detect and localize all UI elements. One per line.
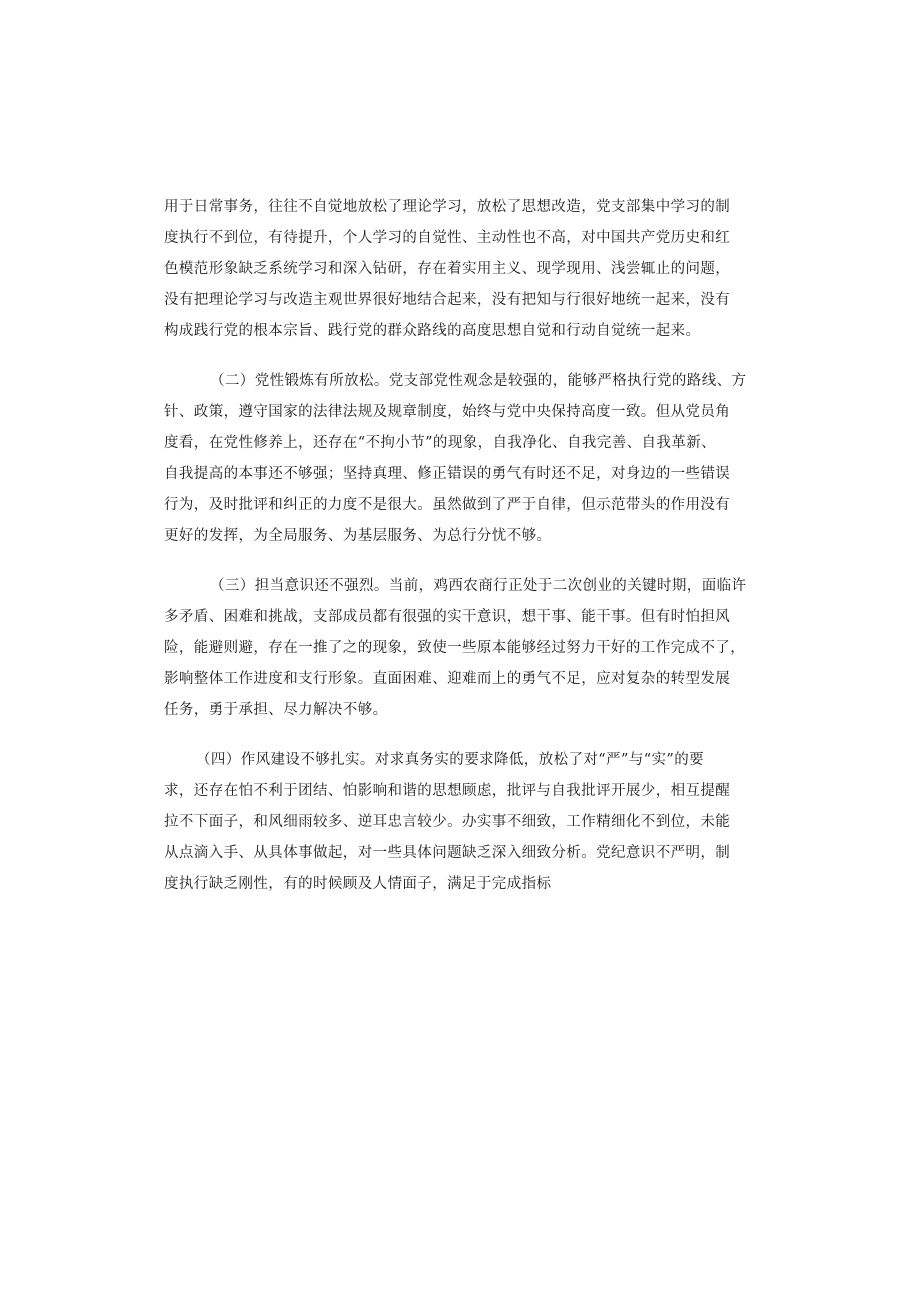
text-line: 任务，勇于承担、尽力解决不够。: [164, 702, 388, 718]
text-line: （四）作风建设不够扎实。对求真务实的要求降低，放松了对“严”与“实”的要: [196, 752, 705, 768]
text-line: （三）担当意识还不强烈。当前，鸡西农商行正处于二次创业的关键时期，面临许: [210, 578, 747, 594]
text-line: 影响整体工作进度和支行形象。直面困难、迎难而上的勇气不足，应对复杂的转型发展: [164, 671, 731, 687]
document-body: [164, 192, 774, 900]
text-line: 用于日常事务，往往不自觉地放松了理论学习，放松了思想改造，党支部集中学习的制: [164, 199, 731, 215]
text-line: 构成践行党的根本宗旨、践行党的群众路线的高度思想自觉和行动自觉统一起来。: [164, 323, 701, 339]
text-line: （二）党性锻炼有所放松。党支部党性观念是较强的，能够严格执行党的路线、方: [210, 373, 747, 389]
paragraph-continuation: [164, 192, 774, 347]
text-line: 度看，在党性修养上，还存在“不拘小节”的现象，自我净化、自我完善、自我革新、: [164, 435, 717, 451]
text-line: 行为，及时批评和纠正的力度不是很大。虽然做到了严于自律，但示范带头的作用没有: [164, 497, 731, 513]
text-line: 没有把理论学习与改造主观世界很好地结合起来，没有把知与行很好地统一起来，没有: [164, 292, 731, 308]
text-line: 从点滴入手、从具体事做起，对一些具体问题缺乏深入细致分析。党纪意识不严明，制: [164, 845, 731, 861]
text-line: 险，能避则避，存在一推了之的现象，致使一些原本能够经过努力干好的工作完成不了，: [164, 640, 746, 656]
paragraph-party-spirit: [164, 366, 774, 552]
text-line: 针、政策，遵守国家的法律法规及规章制度，始终与党中央保持高度一致。但从党员角: [164, 404, 731, 420]
text-line: 多矛盾、困难和挑战，支部成员都有很强的实干意识，想干事、能干事。但有时怕担风: [164, 609, 731, 625]
text-line: 色模范形象缺乏系统学习和深入钻研，存在着实用主义、现学现用、浅尝辄止的问题，: [164, 261, 731, 277]
paragraph-responsibility: [164, 571, 774, 726]
text-line: 求，还存在怕不利于团结、怕影响和谐的思想顾虑，批评与自我批评开展少，相互提醒: [164, 783, 731, 799]
text-line: 更好的发挥，为全局服务、为基层服务、为总行分忧不够。: [164, 528, 552, 544]
text-line: 度执行不到位，有待提升，个人学习的自觉性、主动性也不高，对中国共产党历史和红: [164, 230, 731, 246]
paragraph-work-style: [164, 745, 774, 900]
text-line: 拉不下面子，和风细雨较多、逆耳忠言较少。办实事不细致，工作精细化不到位，未能: [164, 814, 731, 830]
text-line: 自我提高的本事还不够强；坚持真理、修正错误的勇气有时还不足，对身边的一些错误: [164, 466, 731, 482]
text-line: 度执行缺乏刚性，有的时候顾及人情面子，满足于完成指标: [164, 876, 552, 892]
